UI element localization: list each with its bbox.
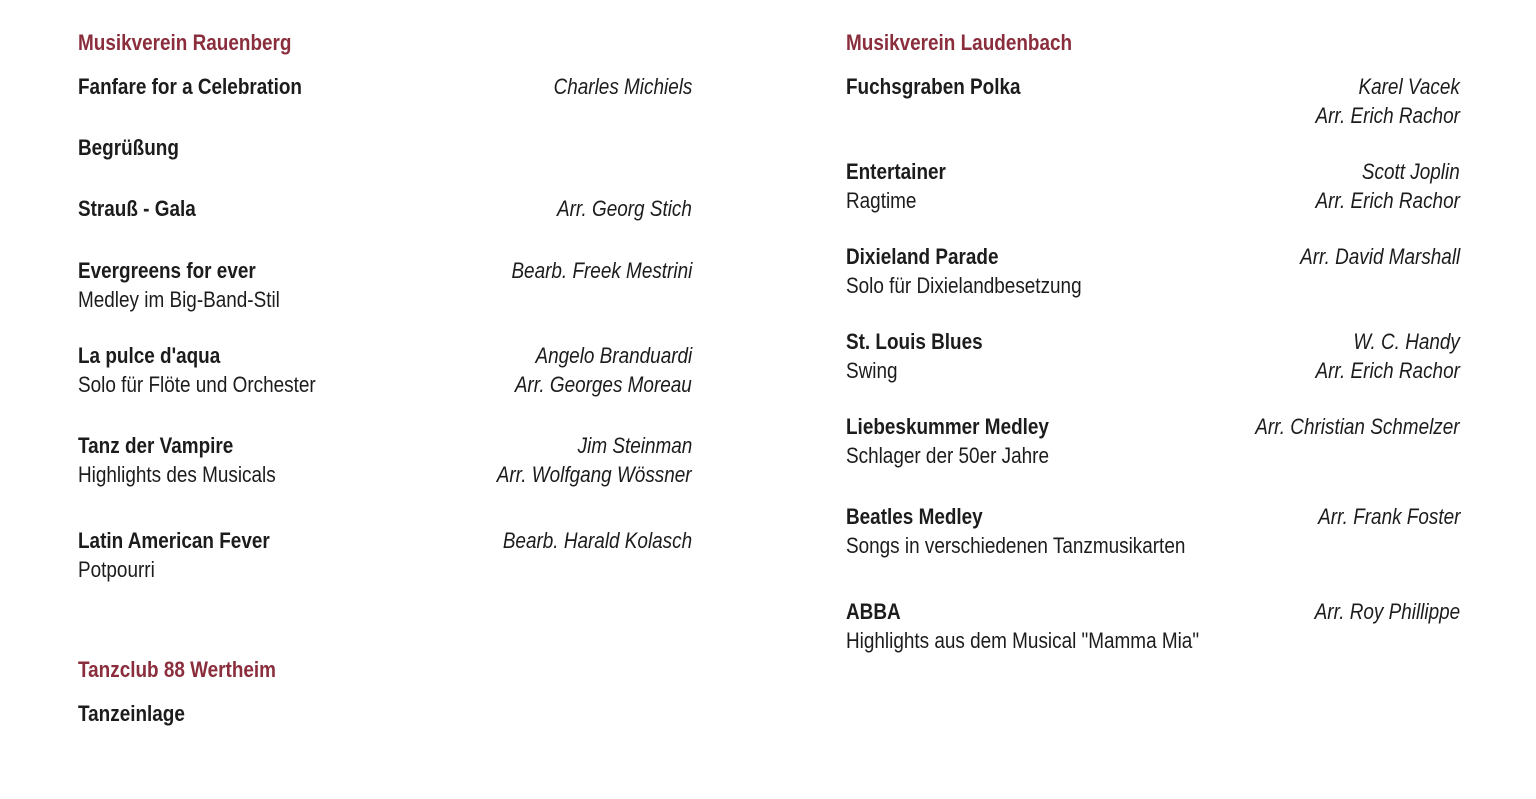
piece-title: Strauß - Gala: [78, 196, 196, 221]
piece-arranger: Arr. Erich Rachor: [1315, 103, 1460, 128]
piece-title: Evergreens for ever: [78, 258, 256, 283]
piece-composer: Charles Michiels: [553, 74, 692, 99]
piece-arranger: Arr. Christian Schmelzer: [1255, 414, 1460, 439]
piece-arranger: Bearb. Freek Mestrini: [511, 258, 692, 283]
piece-arranger: Arr. Roy Phillippe: [1314, 599, 1460, 624]
piece-title: ABBA: [846, 599, 901, 624]
piece-title: Fuchsgraben Polka: [846, 74, 1021, 99]
piece-arranger: Arr. Georg Stich: [557, 196, 692, 221]
piece-arranger: Arr. Wolfgang Wössner: [497, 462, 692, 487]
piece-composer: W. C. Handy: [1353, 329, 1460, 354]
piece-subtitle: Solo für Flöte und Orchester: [78, 372, 316, 397]
piece-subtitle: Highlights aus dem Musical "Mamma Mia": [846, 628, 1200, 653]
piece-arranger: Arr. Georges Moreau: [514, 372, 692, 397]
piece-title: La pulce d'aqua: [78, 343, 221, 368]
piece-subtitle: Ragtime: [846, 188, 917, 213]
piece-title: Begrüßung: [78, 135, 179, 160]
piece-title: Tanz der Vampire: [78, 433, 234, 458]
piece-title: Beatles Medley: [846, 504, 983, 529]
piece-arranger: Arr. David Marshall: [1299, 244, 1460, 269]
piece-subtitle: Swing: [846, 358, 898, 383]
section-title-musikverein-rauenberg: Musikverein Rauenberg: [78, 30, 292, 55]
piece-title: Dixieland Parade: [846, 244, 999, 269]
piece-title: Liebeskummer Medley: [846, 414, 1049, 439]
piece-title: Tanzeinlage: [78, 701, 185, 726]
piece-subtitle: Highlights des Musicals: [78, 462, 276, 487]
piece-arranger: Arr. Erich Rachor: [1315, 188, 1460, 213]
piece-composer: Karel Vacek: [1358, 74, 1460, 99]
piece-title: St. Louis Blues: [846, 329, 983, 354]
piece-title: Entertainer: [846, 159, 946, 184]
piece-composer: Scott Joplin: [1362, 159, 1460, 184]
piece-subtitle: Songs in verschiedenen Tanzmusikarten: [846, 533, 1186, 558]
piece-title: Fanfare for a Celebration: [78, 74, 302, 99]
piece-subtitle: Solo für Dixielandbesetzung: [846, 273, 1082, 298]
piece-subtitle: Potpourri: [78, 557, 155, 582]
piece-arranger: Arr. Erich Rachor: [1315, 358, 1460, 383]
section-title-tanzclub-88-wertheim: Tanzclub 88 Wertheim: [78, 657, 277, 682]
piece-arranger: Bearb. Harald Kolasch: [502, 528, 692, 553]
piece-composer: Jim Steinman: [577, 433, 692, 458]
piece-title: Latin American Fever: [78, 528, 270, 553]
piece-subtitle: Schlager der 50er Jahre: [846, 443, 1049, 468]
piece-subtitle: Medley im Big-Band-Stil: [78, 287, 280, 312]
section-title-musikverein-laudenbach: Musikverein Laudenbach: [846, 30, 1073, 55]
piece-arranger: Arr. Frank Foster: [1317, 504, 1460, 529]
piece-composer: Angelo Branduardi: [535, 343, 692, 368]
